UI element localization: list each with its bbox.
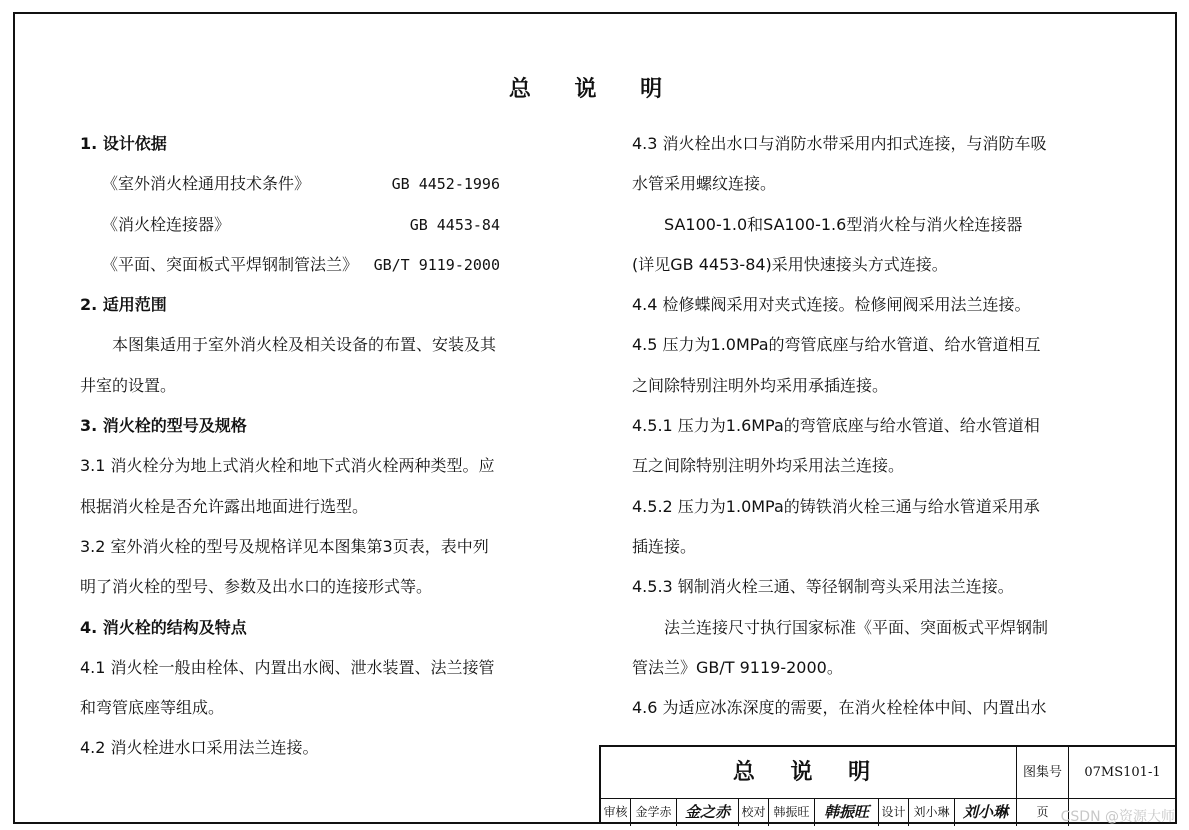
watermark: CSDN @资源大师: [1060, 809, 1175, 825]
review-label: 审核: [601, 799, 631, 826]
paragraph-line: 4.4 检修蝶阀采用对夹式连接。检修闸阀采用法兰连接。: [632, 295, 1031, 315]
paragraph-line: 互之间除特别注明外均采用法兰连接。: [632, 456, 905, 476]
atlas-label: 图集号: [1017, 747, 1069, 799]
standard-code: GB/T 9119-2000: [373, 255, 500, 274]
paragraph-line: 法兰连接尺寸执行国家标准《平面、突面板式平焊钢制: [664, 617, 1049, 637]
paragraph-line: 管法兰》GB/T 9119-2000。: [632, 657, 843, 677]
paragraph-line: 插连接。: [632, 536, 697, 556]
paragraph-line: 4.1 消火栓一般由栓体、内置出水阀、泄水装置、法兰接管: [80, 657, 495, 677]
review-signature: 金之赤: [677, 799, 739, 826]
section-heading: 3. 消火栓的型号及规格: [80, 416, 247, 436]
paragraph-line: 井室的设置。: [80, 375, 177, 395]
left-column: [80, 124, 500, 769]
paragraph-line: 4.6 为适应冰冻深度的需要，在消火栓栓体中间、内置出水: [632, 698, 1047, 718]
section-heading: 1. 设计依据: [80, 134, 167, 153]
standard-reference: [80, 164, 500, 204]
standard-code: GB 4453-84: [409, 215, 500, 234]
standard-name: 《室外消火栓通用技术条件》: [102, 174, 311, 194]
paragraph-line: 3.2 室外消火栓的型号及规格详见本图集第3页表，表中列: [80, 536, 489, 556]
check-signature: 韩振旺: [815, 799, 879, 826]
standard-code: GB 4452-1996: [391, 175, 500, 194]
section-heading: 2. 适用范围: [80, 295, 167, 315]
paragraph-line: 明了消火栓的型号、参数及出水口的连接形式等。: [80, 577, 433, 597]
check-label: 校对: [739, 799, 769, 826]
paragraph-line: 水管采用螺纹连接。: [632, 174, 777, 194]
check-name: 韩振旺: [769, 799, 815, 826]
paragraph-line: 3.1 消火栓分为地上式消火栓和地下式消火栓两种类型。应: [80, 456, 495, 476]
design-label: 设计: [879, 799, 909, 826]
review-name: 金学赤: [631, 799, 677, 826]
section-heading: 4. 消火栓的结构及特点: [80, 617, 247, 637]
paragraph-line: (详见GB 4453-84)采用快速接头方式连接。: [632, 254, 948, 274]
standard-name: 《消火栓连接器》: [102, 214, 231, 234]
paragraph-line: 4.5.3 钢制消火栓三通、等径钢制弯头采用法兰连接。: [632, 577, 1014, 597]
paragraph-line: 本图集适用于室外消火栓及相关设备的布置、安装及其: [112, 335, 497, 355]
right-column: [632, 124, 1060, 728]
paragraph-line: 4.3 消火栓出水口与消防水带采用内扣式连接，与消防车吸: [632, 134, 1047, 153]
page-title: 总 说 明: [508, 77, 681, 102]
standard-reference: [80, 205, 500, 245]
paragraph-line: 之间除特别注明外均采用承插连接。: [632, 375, 889, 395]
design-signature: 刘小琳: [955, 799, 1017, 826]
title-block-title: 总 说 明: [601, 747, 1017, 799]
atlas-number: 07MS101-1: [1069, 747, 1177, 799]
paragraph-line: 4.5.1 压力为1.6MPa的弯管底座与给水管道、给水管道相: [632, 416, 1040, 436]
paragraph-line: 4.5 压力为1.0MPa的弯管底座与给水管道、给水管道相互: [632, 335, 1041, 355]
paragraph-line: SA100-1.0和SA100-1.6型消火栓与消火栓连接器: [664, 214, 1023, 234]
standard-name: 《平面、突面板式平焊钢制管法兰》: [102, 254, 359, 274]
paragraph-line: 根据消火栓是否允许露出地面进行选型。: [80, 496, 369, 516]
paragraph-line: 4.2 消火栓进水口采用法兰连接。: [80, 738, 319, 758]
paragraph-line: 4.5.2 压力为1.0MPa的铸铁消火栓三通与给水管道采用承: [632, 496, 1040, 516]
design-name: 刘小琳: [909, 799, 955, 826]
page-label: 页: [1017, 799, 1069, 826]
standard-reference: [80, 245, 500, 285]
paragraph-line: 和弯管底座等组成。: [80, 698, 225, 718]
